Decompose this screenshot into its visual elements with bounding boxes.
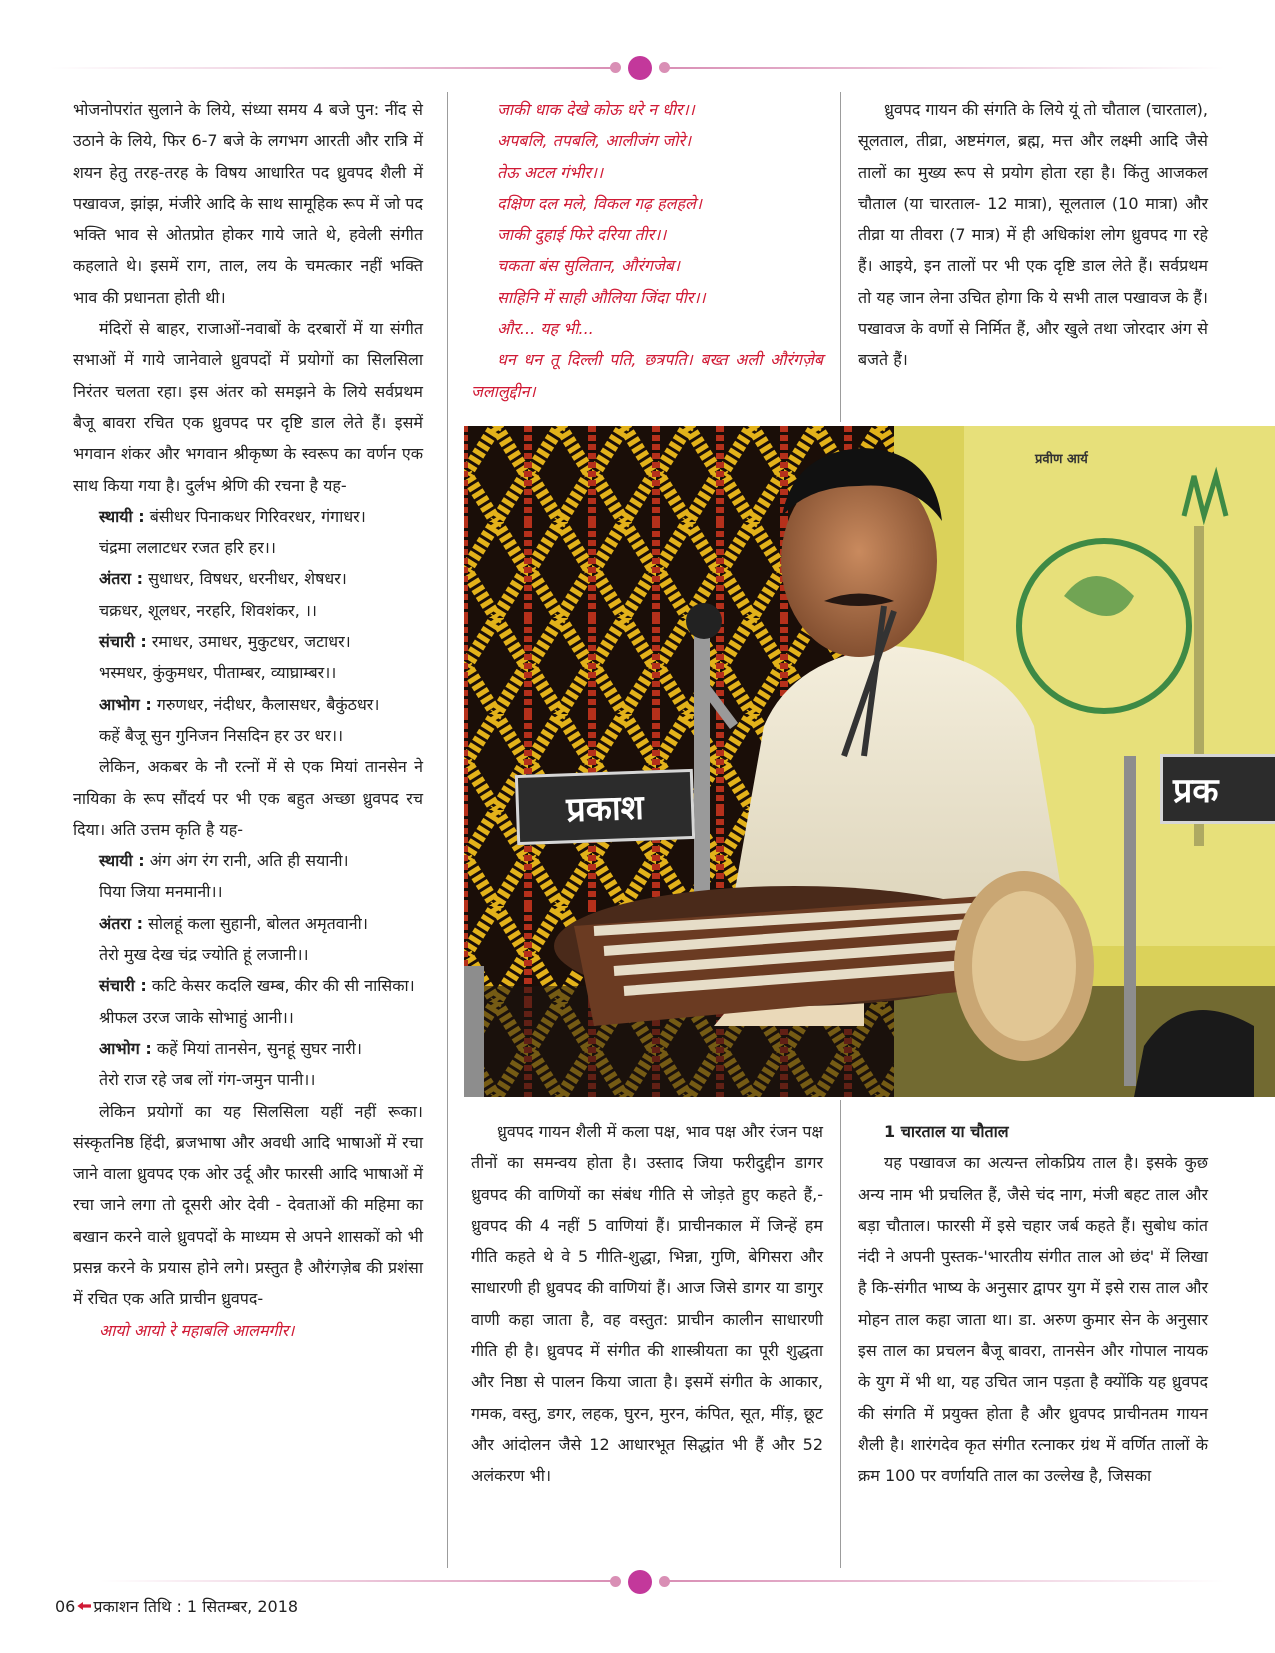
poem-line: आयो आयो रे महाबलि आलमगीर। [99, 1320, 295, 1340]
column-3-bottom [858, 1116, 1208, 1492]
bottom-divider-right [665, 1580, 1225, 1582]
column-3-top [858, 94, 1208, 376]
poem-line: जाकी धाक देखे कोऊ धरे न धीर।। [497, 100, 695, 119]
verse-text: कहें मियां तानसेन, सुनहूं सुघर नारी। [151, 1038, 362, 1058]
bottom-ornament [608, 1568, 672, 1596]
arrow-icon [77, 1602, 91, 1610]
verse-text: रमाधर, उमाधर, मुकुटधर, जटाधर। [146, 632, 351, 652]
column-2-bottom [471, 1116, 823, 1492]
verse-line [73, 908, 423, 939]
column-divider-left [447, 92, 448, 1568]
poem-line: चकता बंस सुलितान, औरंगजेब। [497, 256, 680, 276]
verse-line: भस्मधर, कुंकुमधर, पीताम्बर, व्याघ्राम्बर।। [99, 663, 337, 683]
paragraph: ध्रुवपद गायन शैली में कला पक्ष, भाव पक्ष और रंजन पक्ष तीनों का समन्वय होता है। उस्ताद जिया फरीदुद्दीन डागर ध्रुवपद की वाणियों का संबंध गीति से जोड़ते हुए कहते हैं,-ध्रुवपद की 4 नहीं 5 वाणियां हैं। प्राचीनकाल में जिन्हें हम गीति कहते थे वे 5 गीति-शुद्धा, भिन्ना, गुणि, बेगिसरा और साधारणी ही ध्रुवपद की वाणियां हैं। आज जिसे डागर या डागुर वाणी कहा जाता है, वह वस्तुत: प्राचीन कालीन साधारणी गीति ही है। ध्रुवपद में संगीत की शास्त्रीयता का पूरी शुद्धता और निष्ठा से पालन किया जाता है। इसमें संगीत के आकार, गमक, वस्तु, डगर, लहक, घुरन, मुरन, कंपित, सूत, मींड़, छूट और आंदोलन जैसे 12 आधारभूत सिद्धांत भी हैं और 52 अलंकरण भी। [471, 1122, 823, 1486]
column-divider-right-top [840, 92, 841, 422]
verse-label: आभोग : [99, 694, 152, 714]
paragraph: लेकिन प्रयोगों का यह सिलसिला यहीं नहीं रूका। संस्कृतनिष्ठ हिंदी, ब्रजभाषा और अवधी आदि भाषाओं में रचा जाने वाला ध्रुवपद एक ओर उर्दू और फारसी आदि भाषाओं में रचा जाने लगा तो दूसरी ओर देवी - देवताओं की महिमा का बखान करने वाले ध्रुवपदों के माध्यम से अपने शासकों को भी प्रसन्न करने के प्रयास होने लगे। प्रस्तुत है औरंगज़ेब की प्रशंसा में रचित एक अति प्राचीन ध्रुवपद- [73, 1101, 423, 1309]
publication-date: प्रकाशन तिथि : 1 सितम्बर, 2018 [93, 1597, 299, 1616]
section-heading: 1 चारताल या चौताल [884, 1122, 1009, 1141]
paragraph: यह पखावज का अत्यन्त लोकप्रिय ताल है। इसके कुछ अन्य नाम भी प्रचलित हैं, जैसे चंद नाग, मंजी बहट ताल और बड़ा चौताल। फारसी में इसे चहार जर्ब कहते हैं। सुबोध कांत नंदी ने अपनी पुस्तक-'भारतीय संगीत ताल ओ छंद' में लिखा है कि-संगीत भाष्य के अनुसार द्वापर युग में इसे रास ताल और मोहन ताल कहा जाता था। डा. अरुण कुमार सेन के अनुसार इस ताल का प्रचलन बैजू बावरा, तानसेन और गोपाल नायक के युग में भी था, यह उचित जान पड़ता है क्योंकि यह ध्रुवपद की संगति में प्रयुक्त होता है और ध्रुवपद प्राचीनतम गायन शैली है। शारंगदेव कृत संगीत रत्नाकर ग्रंथ में वर्णित तालों के क्रम 100 पर वर्णायति ताल का उल्लेख है, जिसका [858, 1153, 1208, 1486]
verse-line [73, 501, 423, 532]
verse-line: श्रीफल उरज जाके सोभाहुं आनी।। [99, 1007, 294, 1027]
name-plate-right: प्रक [1160, 754, 1275, 824]
photo-illustration [464, 426, 1275, 1097]
verse-line [73, 563, 423, 594]
paragraph: लेकिन, अकबर के नौ रत्नों में से एक मियां तानसेन ने नायिका के रूप सौंदर्य पर भी एक बहुत अच्छा ध्रुवपद रच दिया। अति उत्तम कृति है यह- [73, 757, 423, 839]
verse-label: संचारी : [99, 976, 147, 996]
verse-label: स्थायी : [99, 506, 145, 526]
performer-photo [464, 426, 1275, 1097]
bottom-divider-left [100, 1580, 615, 1582]
name-plate-left: प्रकाश [515, 769, 695, 845]
verse-line: चक्रधर, शूलधर, नरहरि, शिवशंकर, ।। [99, 600, 317, 620]
verse-line: तेरो राज रहे जब लों गंग-जमुन पानी।। [99, 1070, 316, 1090]
verse-line: कहें बैजू सुन गुनिजन निसदिन हर उर धर।। [99, 725, 344, 745]
column-1 [73, 94, 423, 1346]
verse-text: गरुणधर, नंदीधर, कैलासधर, बैकुंठधर। [151, 694, 380, 714]
verse-label: आभोग : [99, 1038, 152, 1058]
verse-text: अंग अंग रंग रानी, अति ही सयानी। [144, 851, 349, 871]
poem-line: साहिनि में साही औलिया जिंदा पीर।। [497, 287, 706, 307]
top-divider-right [665, 67, 1225, 69]
verse-line [73, 626, 423, 657]
verse-label: अंतरा : [99, 569, 144, 589]
top-divider-left [50, 67, 615, 69]
verse-text: बंसीधर पिनाकधर गिरिवरधर, गंगाधर। [144, 506, 366, 526]
poem-line: दक्षिण दल मले, विकल गढ़ हलहले। [497, 193, 702, 213]
paragraph: ध्रुवपद गायन की संगति के लिये यूं तो चौताल (चारताल), सूलताल, तीव्रा, अष्टमंगल, ब्रह्म, मत्त और लक्ष्मी आदि जैसे तालों का मुख्य रूप से प्रयोग होता रहा है। किंतु आजकल चौताल (या चारताल- 12 मात्रा), सूलताल (10 मात्रा) और तीव्रा या तीवरा (7 मात्र) में ही अधिकांश लोग ध्रुवपद गा रहे हैं। आइये, इन तालों पर भी एक दृष्टि डाल लेते हैं। सर्वप्रथम तो यह जान लेना उचित होगा कि ये सभी ताल पखावज के हैं। पखावज के वर्णो से निर्मित हैं, और खुले तथा जोरदार अंग से बजते हैं। [858, 100, 1208, 370]
verse-line: पिया जिया मनमानी।। [99, 882, 223, 902]
poem-line: अपबलि, तपबलि, आलीजंग जोरे। [497, 131, 692, 151]
poem-line: धन धन तू दिल्ली पति, छत्रपति। बख्त अली औरंगज़ेब जलालुद्दीन। [471, 350, 823, 401]
column-2-poem [471, 94, 823, 407]
verse-text: सुधाधर, विषधर, धरनीधर, शेषधर। [143, 569, 347, 589]
verse-line [73, 970, 423, 1001]
verse-label: अंतरा : [99, 913, 144, 933]
top-ornament [608, 54, 672, 82]
verse-label: स्थायी : [99, 851, 145, 871]
column-divider-right-bottom [840, 1100, 841, 1568]
verse-line [73, 689, 423, 720]
verse-label: संचारी : [99, 632, 147, 652]
paragraph: भोजनोपरांत सुलाने के लिये, संध्या समय 4 बजे पुन: नींद से उठाने के लिये, फिर 6-7 बजे के लगभग आरती और रात्रि में शयन हेतु तरह-तरह के विषय आधारित पद ध्रुवपद शैली में पखावज, झांझ, मंजीरे आदि के साथ सामूहिक रूप में जो पद भक्ति भाव से ओतप्रोत होकर गाये जाते थे, हवेली संगीत कहलाते थे। इसमें राग, ताल, लय के चमत्कार नहीं भक्ति भाव की प्रधानता होती थी। [73, 100, 423, 307]
paragraph: मंदिरों से बाहर, राजाओं-नवाबों के दरबारों में या संगीत सभाओं में गाये जानेवाले ध्रुवपदों में प्रयोगों का सिलसिला निरंतर चलता रहा। इस अंतर को समझने के लिये सर्वप्रथम बैजू बावरा रचित एक ध्रुवपद पर दृष्टि डाल लेते हैं। इसमें भगवान शंकर और भगवान श्रीकृष्ण के स्वरूप का वर्णन एक साथ किया गया है। दुर्लभ श्रेणि की रचना है यह- [73, 319, 423, 495]
page-footer [55, 1595, 298, 1617]
verse-line [73, 1033, 423, 1064]
photo-credit: प्रवीण आर्य [1035, 452, 1088, 467]
poem-line: तेऊ अटल गंभीर।। [497, 162, 604, 182]
verse-text: कटि केसर कदलि खम्ब, कीर की सी नासिका। [146, 976, 415, 996]
poem-line: जाकी दुहाई फिरे दरिया तीर।। [497, 225, 667, 245]
page-number: 06 [55, 1596, 76, 1616]
verse-text: सोलहूं कला सुहानी, बोलत अमृतवानी। [143, 913, 368, 933]
verse-line [73, 845, 423, 876]
poem-line: और... यह भी... [497, 319, 594, 339]
verse-line: चंद्रमा ललाटधर रजत हरि हर।। [99, 538, 276, 558]
verse-line: तेरो मुख देख चंद्र ज्योति हूं लजानी।। [99, 945, 309, 965]
